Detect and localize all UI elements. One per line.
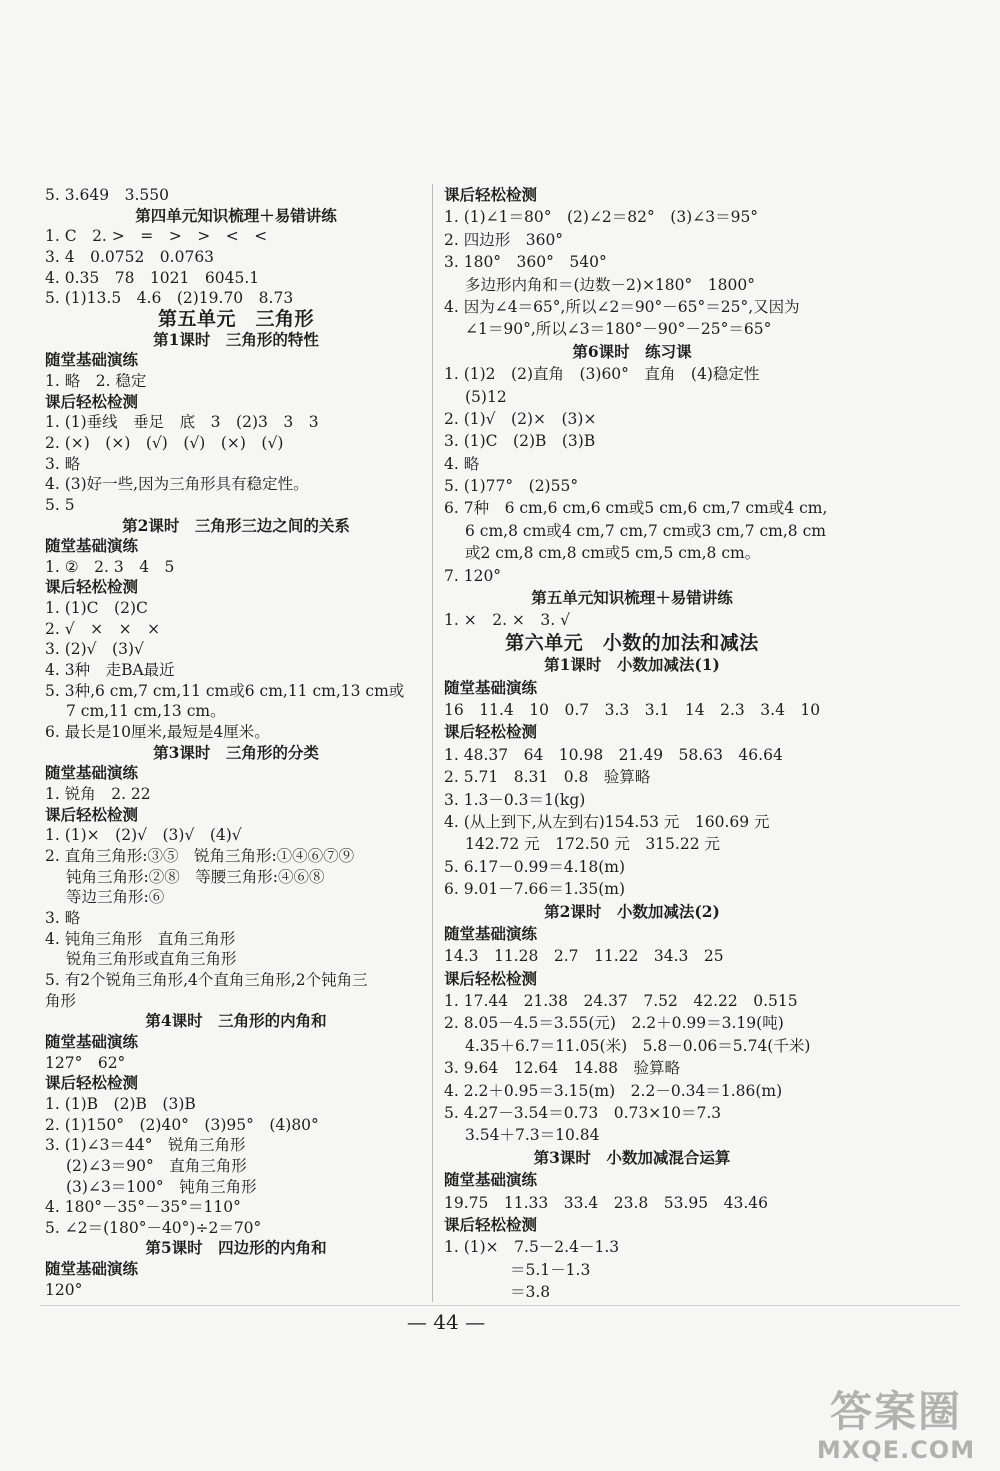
practice-answer: 127° 62° (45, 1053, 126, 1072)
lesson4-title: 第4课时 三角形的内角和 (145, 1011, 327, 1031)
lesson3-title: 第3课时 三角形的分类 (153, 742, 319, 762)
check-answer-continued: ＝3.8 (510, 1283, 551, 1302)
lesson2-title: 第2课时 三角形三边之间的关系 (122, 515, 350, 535)
lesson6-answer: 4. 略 (444, 454, 480, 473)
lesson1-title: 第1课时 小数加减法(1) (544, 655, 720, 675)
check-label: 课后轻松检测 (45, 391, 139, 411)
lesson6-answer: 5. (1)77° (2)55° (444, 477, 579, 496)
check-answer: 3. 180° 360° 540° (444, 253, 607, 272)
unit4-review-answer: 3. 4 0.0752 0.0763 (45, 247, 215, 266)
check-answer: 5. 3种,6 cm,7 cm,11 cm或6 cm,11 cm,13 cm或 (45, 681, 405, 700)
check-answer: 5. 4.27－3.54＝0.73 0.73×10＝7.3 (444, 1104, 722, 1123)
continued-answer: 5. 3.649 3.550 (45, 186, 169, 204)
unit5-title: 第五单元 三角形 (157, 307, 314, 330)
right-column (444, 184, 828, 1304)
check-label: 课后轻松检测 (444, 185, 538, 204)
unit4-review-answer: 4. 0.35 78 1021 6045.1 (45, 268, 260, 287)
footer-rule (40, 1305, 960, 1306)
check-answer: 1. (1)× 7.5－2.4－1.3 (444, 1238, 620, 1257)
check-answer: 5. 6.17－0.99＝4.18(m) (444, 857, 626, 876)
practice-label: 随堂基础演练 (45, 1259, 139, 1279)
check-answer: 6. 9.01－7.66＝1.35(m) (444, 880, 626, 899)
check-answer: 1. (1)∠1＝80° (2)∠2＝82° (3)∠3＝95° (444, 208, 759, 227)
check-label: 课后轻松检测 (45, 804, 139, 824)
check-answer-continued: ∠1＝90°,所以∠3＝180°－90°－25°＝65° (465, 320, 772, 339)
check-answer: 3. 1.3－0.3＝1(kg) (444, 790, 586, 809)
lesson6-answer: 6. 7种 6 cm,6 cm,6 cm或5 cm,6 cm,7 cm或4 cm, (444, 499, 828, 518)
check-label: 课后轻松检测 (444, 722, 538, 742)
check-answer: 2. (1)150° (2)40° (3)95° (4)80° (45, 1115, 319, 1134)
check-answer: 1. 48.37 64 10.98 21.49 58.63 46.64 (444, 745, 783, 764)
practice-answer: 19.75 11.33 33.4 23.8 53.95 43.46 (444, 1193, 769, 1212)
practice-answer: 120° (45, 1280, 83, 1299)
lesson1-title: 第1课时 三角形的特性 (153, 329, 319, 349)
check-answer: 3. (2)√ (3)√ (45, 640, 144, 659)
practice-answer: 1. 略 2. 稳定 (45, 371, 147, 390)
check-answer-continued: 4.35＋6.7＝11.05(米) 5.8－0.06＝5.74(千米) (465, 1036, 811, 1055)
check-answer: 4. 180°－35°－35°＝110° (45, 1198, 241, 1217)
check-answer-continued: 锐角三角形或直角三角形 (66, 950, 237, 969)
practice-answer: 14.3 11.28 2.7 11.22 34.3 25 (444, 947, 724, 966)
check-answer: 4. 3种 走BA最近 (45, 661, 175, 680)
lesson6-answer-continued: (5)12 (465, 387, 507, 406)
check-answer-continued: ＝5.1－1.3 (510, 1260, 591, 1279)
check-answer: 1. (1)B (2)B (3)B (45, 1094, 196, 1113)
lesson6-answer: 7. 120° (444, 566, 502, 585)
lesson3-title: 第3课时 小数加减混合运算 (533, 1147, 731, 1167)
check-answer: 4. (3)好一些,因为三角形具有稳定性。 (45, 475, 309, 494)
lesson6-answer-continued: 或2 cm,8 cm,8 cm或5 cm,5 cm,8 cm。 (465, 544, 761, 563)
practice-label: 随堂基础演练 (444, 677, 538, 697)
practice-answer: 1. 锐角 2. 22 (45, 785, 151, 804)
unit5-review-answer: 1. × 2. × 3. √ (444, 611, 570, 630)
check-answer: 4. (从上到下,从左到右)154.53 元 160.69 元 (444, 812, 770, 831)
check-label: 课后轻松检测 (45, 577, 139, 597)
lesson5-title: 第5课时 四边形的内角和 (145, 1238, 327, 1258)
check-answer: 3. 略 (45, 908, 81, 927)
check-answer: 2. 直角三角形:③⑤ 锐角三角形:①④⑥⑦⑨ (45, 847, 355, 865)
unit4-review-title: 第四单元知识梳理＋易错讲练 (135, 205, 337, 225)
check-label: 课后轻松检测 (444, 1214, 538, 1234)
lesson6-answer-continued: 6 cm,8 cm或4 cm,7 cm,7 cm或3 cm,7 cm,8 cm (465, 521, 826, 540)
unit4-review-answer: 5. (1)13.5 4.6 (2)19.70 8.73 (45, 289, 294, 308)
check-answer-continued: 等边三角形:⑥ (66, 888, 165, 907)
watermark-site: MXQE.COM (816, 1436, 976, 1464)
check-answer: 2. 5.71 8.31 0.8 验算略 (444, 768, 651, 787)
lesson6-answer: 2. (1)√ (2)× (3)× (444, 409, 597, 428)
practice-label: 随堂基础演练 (45, 1031, 139, 1051)
left-column (45, 185, 427, 1300)
unit6-title: 第六单元 小数的加法和减法 (505, 631, 759, 654)
check-answer: 2. 四边形 360° (444, 230, 564, 249)
practice-label: 随堂基础演练 (45, 350, 139, 370)
check-answer: 5. ∠2＝(180°－40°)÷2＝70° (45, 1218, 262, 1237)
practice-label: 随堂基础演练 (45, 763, 139, 783)
check-answer: 2. (×) (×) (√) (√) (×) (√) (45, 433, 284, 452)
check-answer: 4. 2.2＋0.95＝3.15(m) 2.2－0.34＝1.86(m) (444, 1081, 783, 1100)
page-number: — 44 — (406, 1310, 486, 1334)
unit5-review-title: 第五单元知识梳理＋易错讲练 (531, 588, 733, 608)
check-answer: 5. 有2个锐角三角形,4个直角三角形,2个钝角三 (45, 970, 368, 989)
check-answer: 5. 5 (45, 495, 75, 514)
check-answer: 1. (1)C (2)C (45, 599, 148, 618)
practice-answer: 1. ② 2. 3 4 5 (45, 557, 175, 576)
check-answer: 3. (1)∠3＝44° 锐角三角形 (45, 1136, 246, 1155)
watermark-logo-text: 答案圈 (829, 1387, 962, 1436)
check-answer: 1. 17.44 21.38 24.37 7.52 42.22 0.515 (444, 992, 798, 1011)
check-answer: 4. 因为∠4＝65°,所以∠2＝90°－65°＝25°,又因为 (444, 297, 800, 316)
lesson6-title: 第6课时 练习课 (572, 341, 692, 361)
check-answer-continued: 142.72 元 172.50 元 315.22 元 (465, 835, 720, 854)
practice-label: 随堂基础演练 (444, 923, 538, 943)
practice-answer: 16 11.4 10 0.7 3.3 3.1 14 2.3 3.4 10 (444, 700, 821, 719)
lesson6-answer: 3. (1)C (2)B (3)B (444, 432, 596, 451)
check-answer: 3. 略 (45, 454, 81, 473)
check-answer: 2. 8.05－4.5＝3.55(元) 2.2＋0.99＝3.19(吨) (444, 1014, 784, 1033)
check-label: 课后轻松检测 (444, 968, 538, 988)
check-label: 课后轻松检测 (45, 1073, 139, 1093)
check-answer-continued: 钝角三角形:②⑧ 等腰三角形:④⑥⑧ (66, 867, 325, 886)
check-answer: 6. 最长是10厘米,最短是4厘米。 (45, 723, 270, 742)
practice-label: 随堂基础演练 (444, 1170, 538, 1190)
lesson2-title: 第2课时 小数加减法(2) (544, 901, 720, 921)
watermark-logo (806, 1388, 986, 1464)
check-answer: 2. √ × × × (45, 619, 161, 638)
check-answer-continued: 多边形内角和＝(边数－2)×180° 1800° (465, 275, 755, 294)
check-answer-continued: (3)∠3＝100° 钝角三角形 (66, 1177, 257, 1196)
lesson6-answer: 1. (1)2 (2)直角 (3)60° 直角 (4)稳定性 (444, 365, 760, 384)
practice-label: 随堂基础演练 (45, 536, 139, 556)
check-answer-continued: 7 cm,11 cm,13 cm。 (66, 702, 226, 721)
column-divider (432, 184, 433, 1302)
unit4-review-answer: 1. C 2. > = > > < < (45, 227, 268, 246)
check-answer: 1. (1)垂线 垂足 底 3 (2)3 3 3 (45, 413, 319, 432)
check-answer-continued: 3.54＋7.3＝10.84 (465, 1126, 600, 1145)
check-answer: 3. 9.64 12.64 14.88 验算略 (444, 1059, 680, 1078)
check-answer: 4. 钝角三角形 直角三角形 (45, 929, 236, 948)
check-answer-continued: (2)∠3＝90° 直角三角形 (66, 1156, 247, 1175)
check-answer-continued: 角形 (45, 991, 77, 1010)
check-answer: 1. (1)× (2)√ (3)√ (4)√ (45, 826, 242, 845)
